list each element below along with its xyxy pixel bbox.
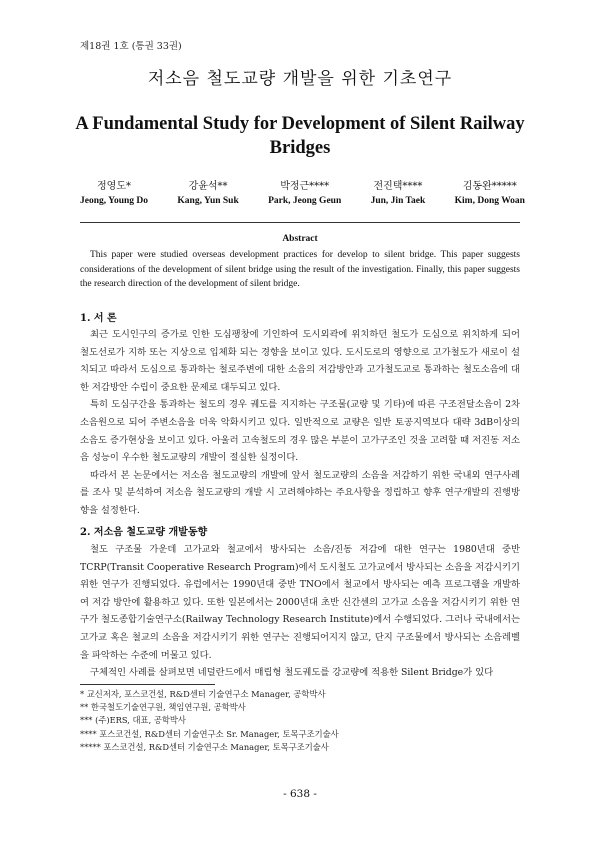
author-name-ko: 박정근**** <box>280 181 330 192</box>
author-name-en: Jeong, Young Do <box>80 196 149 206</box>
title-english: A Fundamental Study for Development of Silent Railway Bridges <box>75 114 525 158</box>
paragraph: 따라서 본 논문에서는 저소음 철도교량의 개발에 앞서 철도교량의 소음을 저감하기 위한 국내외 연구사례를 조사 및 분석하여 저소음 철도교량의 개발 시 고려해야하는 주요사항을 정립하고 향후 연구개발의 진행방향을 설정한다. <box>80 469 520 516</box>
title-korean: 저소음 철도교량 개발을 위한 기초연구 <box>147 69 453 89</box>
author-name-en: Kang, Yun Suk <box>177 196 239 206</box>
footnote: * 교신저자, 포스코건설, R&D센터 기술연구소 Manager, 공학박사 <box>80 689 326 699</box>
section-heading-development-trends: 2. 저소음 철도교량 개발동향 <box>80 527 208 538</box>
author-name-en: Jun, Jin Taek <box>370 196 426 206</box>
author <box>80 180 148 208</box>
author-list <box>80 180 525 208</box>
footnotes <box>80 688 339 754</box>
author-name-ko: 정영도* <box>97 181 131 192</box>
footnote: *** (주)ERS, 대표, 공학박사 <box>80 715 186 726</box>
journal-header: 제18권 1호 (통권 33권) <box>80 41 182 52</box>
header-divider <box>80 222 520 223</box>
author-name-ko: 강윤석** <box>188 181 228 192</box>
author <box>371 180 426 208</box>
abstract-text: This paper were studied overseas development practices for develop to silent bridge. This paper suggests considerations of the development of silent bridge using the result of the investigation. Finally, this paper suggests the research direction of the development of silent bridge. <box>80 250 520 289</box>
footnote-divider <box>80 684 215 685</box>
footnote: ** 한국철도기술연구원, 책임연구원, 공학박사 <box>80 702 246 713</box>
author-name-ko: 김동완***** <box>462 181 517 192</box>
author-name-ko: 전진택**** <box>373 181 423 192</box>
author-name-en: Kim, Dong Woan <box>454 196 525 206</box>
paragraph: 특히 도심구간을 통과하는 철도의 경우 궤도를 지지하는 구조물(교량 및 기타)에 따른 구조전달소음이 2차 소음원으로 되어 주변소음을 더욱 악화시키고 있다. 일반적으로 교량은 일반 토공지역보다 대략 3dB이상의 소음도 증가현상을 보이고 있다. 아울러 고속철도의 경우 많은 부분이 고가구조인 것을 고려할 때 저진동 저소음 성능이 우수한 철도교량의 개발이 절실한 실정이다. <box>80 399 520 464</box>
author <box>177 180 238 208</box>
footnote: ***** 포스코건설, R&D센터 기술연구소 Manager, 토목구조기술사 <box>80 741 329 752</box>
author <box>268 180 341 208</box>
author <box>455 180 525 208</box>
paragraph: 최근 도시인구의 증가로 인한 도심팽창에 기인하여 도시외곽에 위치하던 철도가 도심으로 위치하게 되어 철도선로가 지하 또는 지상으로 입체화 되는 경향을 보이고 있다. 도시도로의 영향으로 고가철도가 새로이 설치되고 따라서 도심으로 통과하는 철로주변에 대한 소음의 저감방안과 고가철도교로 통과하는 철도소음에 대한 저감방안 수립이 중요한 문제로 대두되고 있다. <box>80 329 520 393</box>
section-introduction-body <box>80 326 520 520</box>
section-heading-introduction: 1. 서 론 <box>80 313 117 324</box>
abstract-heading: Abstract <box>282 234 318 244</box>
author-name-en: Park, Jeong Geun <box>268 196 342 206</box>
paragraph: 구체적인 사례를 살펴보면 네덜란드에서 매립형 철도궤도를 강교량에 적용한 Silent Bridge가 있다 <box>90 667 494 679</box>
section-development-trends-body <box>80 541 520 682</box>
page-number: - 638 - <box>283 788 317 800</box>
paragraph: 철도 구조물 가운데 고가교와 철교에서 방사되는 소음/진동 저감에 대한 연구는 1980년대 중반 TCRP(Transit Cooperative Research Program)에서 도시철도 고가교에서 방사되는 소음을 저감시키기 위한 연구가 진행되었다. 유럽에서는 1990년대 중반 TNO에서 철교에서 방사되는 예측 프로그램을 개발하여 저감 방안에 활용하고 있다. 또한 일본에서는 2000년대 초반 신간센의 고가교 소음을 저감시키기 위한 연구가 철도종합기술연구소(Railway Technology Research Institute)에서 수행되었다. 그러나 국내에서는 고가교 혹은 철교의 소음을 저감시키기 위한 연구는 진행되어지지 않고, 단지 구조물에서 방사되는 소음레벨을 파악하는 수준에 머물고 있다. <box>80 544 520 661</box>
footnote: **** 포스코건설, R&D센터 기술연구소 Sr. Manager, 토목구조기술사 <box>80 728 339 739</box>
